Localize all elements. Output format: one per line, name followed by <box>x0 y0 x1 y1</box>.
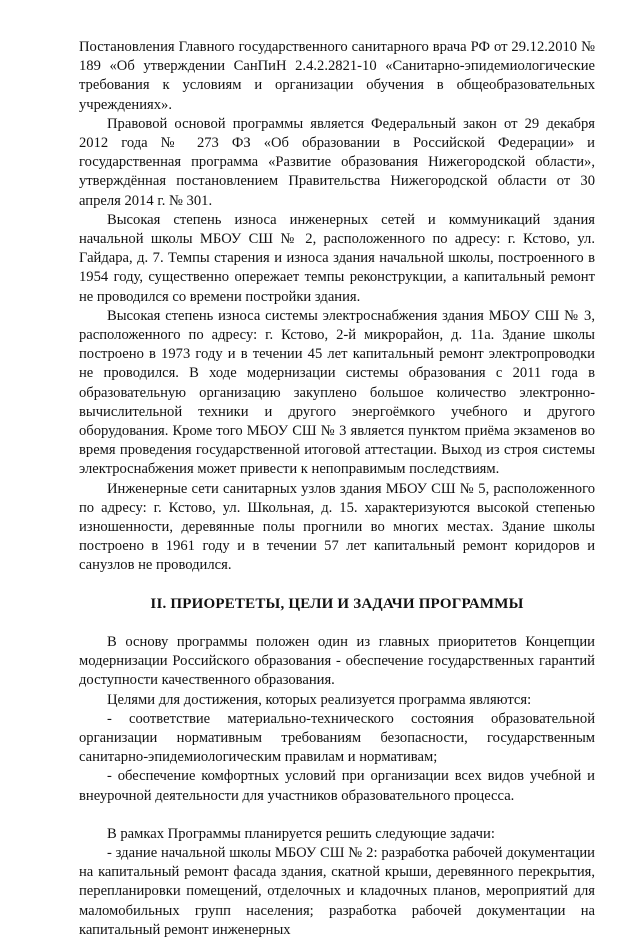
school-5-plumbing-paragraph: Инженерные сети санитарных узлов здания МБОУ СШ № 5, расположенного по адресу: г. Кстово, ул. Школьная, д. 15. характеризуются высокой степенью изношенности, деревянные полы прогнили во многих местах. Здание школы построено в 1961 году и в течении 57 лет капитальный ремонт коридоров и санузлов не проводился. <box>79 480 595 574</box>
document-page <box>79 38 595 940</box>
tasks-intro-paragraph: В рамках Программы планируется решить следующие задачи: <box>107 825 495 842</box>
priority-paragraph: В основу программы положен один из главных приоритетов Концепции модернизации Российского образования - обеспечение государственных гарантий доступности качественного образования. <box>79 633 595 689</box>
goals-intro-paragraph: Целями для достижения, которых реализуется программа являются: <box>107 691 532 708</box>
task-1-paragraph: - здание начальной школы МБОУ СШ № 2: разработка рабочей документации на капитальный ремонт фасада здания, скатной крыши, деревянного перекрытия, перепланировки помещений, отделочных и кладочных планов, мероприятий для маломобильных групп населения; разработка рабочей документации на капитальный ремонт инженерных <box>79 844 595 938</box>
legal-basis-paragraph: Правовой основой программы является Федеральный закон от 29 декабря 2012 года № 273 ФЗ «Об образовании в Российской Федерации» и государственная программа «Развитие образования Нижегородской области», утверждённая постановлением Правительства Нижегородской области от 30 апреля 2014 г. № 301. <box>79 115 595 209</box>
school-3-power-paragraph: Высокая степень износа системы электроснабжения здания МБОУ СШ № 3, расположенного по адресу: г. Кстово, 2-й микрорайон, д. 11а. Здание школы построено в 1973 году и в течении 45 лет капитальный ремонт электропроводки не проводился. В ходе модернизации системы образования с 2011 года в образовательную организацию закуплено большое количество электронно-вычислительной техники и другого энергоёмкого учебного и другого оборудования. Кроме того МБОУ СШ № 3 является пунктом приёма экзаменов во время проведения государственной итоговой аттестации. Выход из строя системы электроснабжения может привести к непоправимым последствиям. <box>79 307 595 478</box>
school-2-wear-paragraph: Высокая степень износа инженерных сетей и коммуникаций здания начальной школы МБОУ СШ № 2, расположенного по адресу: г. Кстово, ул. Гайдара, д. 7. Темпы старения и износа здания начальной школы, построенного в 1954 году, существенно опережает темпы реконструкции, а капитальный ремонт не проводился со времени постройки здания. <box>79 211 595 305</box>
section-heading: II. ПРИОРЕТЕТЫ, ЦЕЛИ И ЗАДАЧИ ПРОГРАММЫ <box>150 595 524 612</box>
intro-continuation-paragraph: Постановления Главного государственного санитарного врача РФ от 29.12.2010 № 189 «Об утверждении СанПиН 2.4.2.2821-10 «Санитарно-эпидемиологические требования к условиям и организации обучения в общеобразовательных учреждениях». <box>79 39 595 113</box>
goal-2-paragraph: - обеспечение комфортных условий при организации всех видов учебной и внеурочной деятельности для участников образовательного процесса. <box>79 768 595 804</box>
goal-1-paragraph: - соответствие материально-технического состояния образовательной организации нормативным требованиям безопасности, государственным санитарно-эпидемиологическим правилам и нормативам; <box>79 710 595 766</box>
